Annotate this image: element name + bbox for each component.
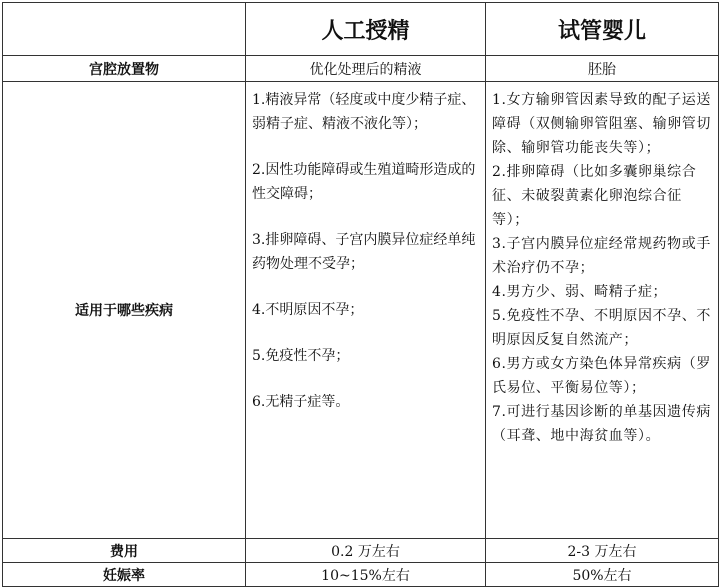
cell-placement-ai: 优化处理后的精液 <box>246 56 486 82</box>
header-artificial-insemination: 人工授精 <box>246 3 486 56</box>
cell-cost-ivf: 2-3 万左右 <box>486 539 719 563</box>
list-item: 3.排卵障碍、子宫内膜异位症经单纯药物处理不受孕； <box>252 232 476 272</box>
header-blank-cell <box>3 3 246 56</box>
row-label-pregnancy-rate: 妊娠率 <box>3 563 246 587</box>
cell-pregnancy-rate-ai: 10~15%左右 <box>246 563 486 587</box>
header-ivf: 试管婴儿 <box>486 3 719 56</box>
cell-indications-ivf <box>486 82 719 539</box>
table-row-indications <box>3 82 719 539</box>
list-item: 4.不明原因不孕； <box>252 302 364 318</box>
list-item: 1.女方输卵管因素导致的配子运送障碍（双侧输卵管阻塞、输卵管切除、输卵管功能丧失等）； <box>492 92 711 156</box>
table-row-pregnancy-rate <box>3 563 719 587</box>
table-row-cost <box>3 539 719 563</box>
header-row <box>3 3 719 56</box>
cell-placement-ivf: 胚胎 <box>486 56 719 82</box>
row-label-placement: 宫腔放置物 <box>3 56 246 82</box>
list-item: 6.无精子症等。 <box>252 394 350 410</box>
list-item: 4.男方少、弱、畸精子症； <box>492 284 668 300</box>
comparison-table <box>2 2 719 587</box>
cell-cost-ai: 0.2 万左右 <box>246 539 486 563</box>
row-label-cost: 费用 <box>3 539 246 563</box>
list-item: 5.免疫性不孕、不明原因不孕、不明原因反复自然流产； <box>492 308 711 348</box>
list-item: 1.精液异常（轻度或中度少精子症、弱精子症、精液不液化等）； <box>252 92 476 132</box>
list-item: 5.免疫性不孕； <box>252 348 350 364</box>
list-item: 7.可进行基因诊断的单基因遗传病（耳聋、地中海贫血等）。 <box>492 404 711 444</box>
cell-indications-ai <box>246 82 486 539</box>
cell-pregnancy-rate-ivf: 50%左右 <box>486 563 719 587</box>
list-item: 2.因性功能障碍或生殖道畸形造成的性交障碍； <box>252 162 476 202</box>
list-item: 3.子宫内膜异位症经常规药物或手术治疗仍不孕； <box>492 236 711 276</box>
list-item: 6.男方或女方染色体异常疾病（罗氏易位、平衡易位等）； <box>492 356 711 396</box>
row-label-indications: 适用于哪些疾病 <box>3 82 246 539</box>
table-row-placement <box>3 56 719 82</box>
list-item: 2.排卵障碍（比如多囊卵巢综合征、未破裂黄素化卵泡综合征等）； <box>492 164 697 228</box>
